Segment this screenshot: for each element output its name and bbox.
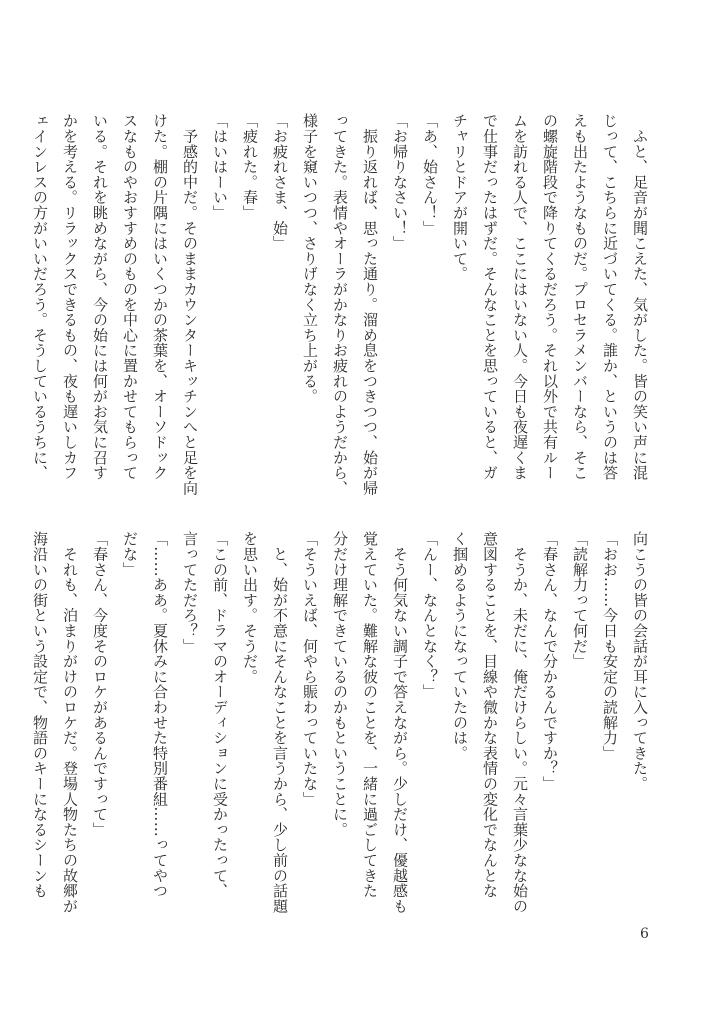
text-column: 海沿いの街という設定で、物語のキーになるシーンも [31,531,49,899]
text-column: だな」 [121,531,139,577]
text-column: 「読解力って何だ」 [571,531,589,669]
text-column: の螺旋階段で降りてくるだろう。それ以外で共有ルー [541,113,559,481]
text-column: ってきた。表情やオーラがかなりお疲れのようだから、 [331,113,349,496]
text-column: 言ってただろ？」 [181,531,199,654]
page-number: 6 [640,926,649,942]
text-column: 予感的中だ。そのままカウンターキッチンへと足を向 [181,113,199,496]
text-column: ふと、足音が聞こえた、気がした。皆の笑い声に混 [631,113,649,481]
text-column: 「お帰りなさい！」 [391,113,409,251]
text-column: それも、泊まりがけのロケだ。登場人物たちの故郷が [61,531,79,914]
text-column: と、始が不意にそんなことを言うから、少し前の話題 [271,531,289,914]
bottom-text-block [25,531,655,921]
text-column: そうか、未だに、俺だけらしい。元々言葉少なな始の [511,531,529,914]
text-column: 「はいはーい」 [211,113,229,221]
text-column: 振り返れば、思った通り。溜め息をつきつつ、始が帰 [361,113,379,496]
text-column: 「疲れた。春」 [241,113,259,221]
text-column: 「春さん、なんで分かるんですか？」 [541,531,559,792]
text-column: 分だけ理解できているのかもということに。 [331,531,349,837]
text-column: 「……ああ。夏休みに合わせた特別番組……ってやつ [151,531,169,899]
text-column: 「おお……今日も安定の読解力」 [601,531,619,761]
text-column: 向こうの皆の会話が耳に入ってきた。 [631,531,649,792]
top-text-block [25,113,655,496]
text-column: 「春さん、今度そのロケがあるんですって」 [91,531,109,837]
text-column: かを考える。リラックスできるもの、夜も遅いしカフ [61,113,79,481]
text-column: いる。それを眺めながら、今の始には何がお気に召す [91,113,109,481]
text-column: 「お疲れさま、始」 [271,113,289,251]
text-column: チャリとドアが開いて。 [451,113,469,282]
text-column: じって、こちらに近づいてくる。誰か、というのは答 [601,113,619,481]
text-column: そう何気ない調子で答えながら。少しだけ、優越感も [391,531,409,914]
text-column: スなものやおすすめのものを中心に置かせてもらって [121,113,139,481]
text-column: 「あ、始さん！」 [421,113,439,236]
text-column: 「そういえば、何やら賑わっていたな」 [301,531,319,807]
text-column: を思い出す。そうだ。 [241,531,259,684]
text-column: ェインレスの方がいいだろう。そうしているうちに、 [31,113,49,481]
text-column: けた。棚の片隅にはいくつかの茶葉を、オーソドック [151,113,169,481]
text-column: で仕事だったはずだ。そんなことを思っていると、ガ [481,113,499,481]
text-column: く掴めるようになっていたのは。 [451,531,469,761]
text-column: えも出たようなものだ。プロセラメンバーなら、そこ [571,113,589,481]
text-column: 「この前、ドラマのオーディションに受かったって、 [211,531,229,899]
text-column: 様子を窺いつつ、さりげなく立ち上がる。 [301,113,319,404]
text-column: ムを訪れる人で、ここにはいない人。今日も夜遅くま [511,113,529,481]
text-column: 「んー、なんとなく？」 [421,531,439,700]
text-column: 意図することを、目線や微かな表情の変化でなんとな [481,531,499,899]
text-column: 覚えていた。難解な彼のことを、一緒に過ごしてきた [361,531,379,899]
